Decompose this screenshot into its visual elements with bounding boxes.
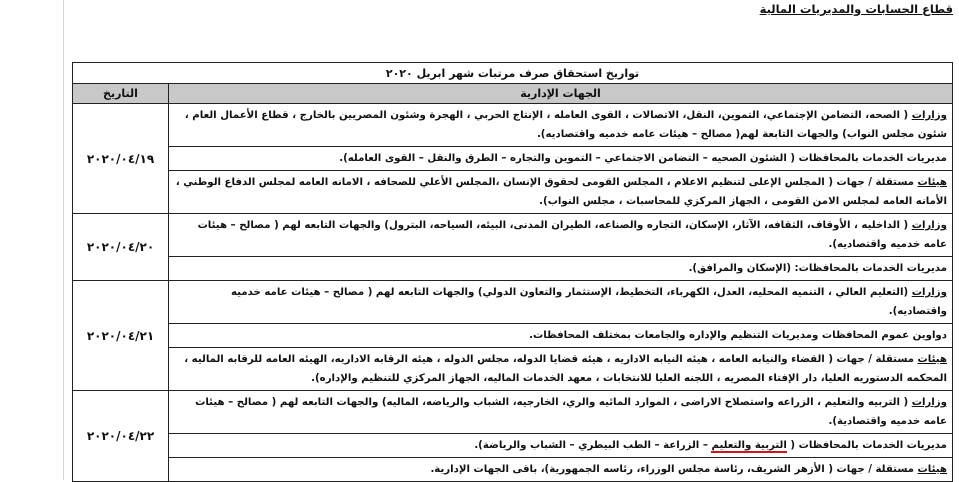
table-header-row	[73, 84, 953, 104]
salary-schedule-table	[72, 62, 953, 482]
table-row	[73, 104, 953, 147]
table-row	[73, 434, 953, 458]
table-row	[73, 281, 953, 324]
table-row	[73, 214, 953, 257]
sector-title: قطاع الحسابات والمديريات المالية	[759, 2, 953, 16]
entity-cell	[169, 434, 953, 458]
entity-type-label: وزارات	[911, 397, 947, 408]
entities-header: الجهات الإدارية	[169, 84, 953, 104]
entity-type-label: هيئات	[917, 177, 947, 188]
entity-text: (التعليم العالي ، التنميه المحليه، العدل، الكهرباء، التخطيط، الإستثمار والتعاون الدولي) والجهات التابعه لهم ( مصالح – هيئات عامه خدميه واقتصاديه).	[230, 287, 947, 317]
payment-date-cell: ٢٠٢٠/٠٤/١٩	[73, 104, 169, 214]
entity-type-label: وزارات	[911, 220, 947, 231]
table-row	[73, 348, 953, 391]
entity-text: ( الداخليه ، الأوقاف، الثقافه، الآثار، الإسكان، التجاره والصناعه، الطيران المدنى، البيئه، السياحه، البترول) والجهات التابعه لهم ( مصالح – هيئات عامه خدميه واقتصاديه).	[197, 220, 947, 250]
entity-text: دواوين عموم المحافظات ومديريات التنظيم والإداره والجامعات بمختلف المحافظات.	[529, 330, 947, 341]
payment-date-cell: ٢٠٢٠/٠٤/٢٢	[73, 391, 169, 482]
entity-type-label: هيئات	[917, 464, 947, 475]
entity-cell	[169, 458, 953, 482]
table-title: تواريخ استحقاق صرف مرتبات شهر ابريل ٢٠٢٠	[73, 63, 953, 84]
entity-text: ( التربيه والتعليم ، الزراعه واستصلاح الاراضى ، الموارد المائيه والري، الخارجيه، الشباب والرياضه، الماليه) والجهات التابعه لهم ( مصالح – هيئات عامه خدميه واقتصادية).	[195, 397, 947, 427]
entity-cell	[169, 324, 953, 348]
entity-text: مستقلة / جهات ( المجلس الإعلى لتنظيم الاعلام ، المجلس القومى لحقوق الإنسان ،المجلس الأعلي للصحافه ، الامانه العامه لمجلس الدفاع الوطني ، الأمانه العامه لمجلس الامن القومى ، الجهاز المركزي للمحاسبات ، مجلس النواب).	[175, 177, 947, 207]
table-row	[73, 257, 953, 281]
entity-cell	[169, 348, 953, 391]
entity-type-label: وزارات	[911, 110, 947, 121]
table-title-row	[73, 63, 953, 84]
entity-text: مديريات الخدمات بالمحافظات (	[786, 440, 947, 451]
table-row	[73, 171, 953, 214]
payment-date-cell: ٢٠٢٠/٠٤/٢٠	[73, 214, 169, 281]
table-row	[73, 324, 953, 348]
page-edge-line	[63, 0, 64, 480]
entity-cell	[169, 281, 953, 324]
entity-cell	[169, 147, 953, 171]
payment-date-cell: ٢٠٢٠/٠٤/٢١	[73, 281, 169, 391]
table-row	[73, 391, 953, 434]
entity-type-label: هيئات	[917, 354, 947, 365]
entity-text: مديريات الخدمات بالمحافظات: (الإسكان والمرافق).	[688, 263, 947, 274]
entity-cell	[169, 171, 953, 214]
entity-text: مستقلة / جهات ( الأزهر الشريف، رئاسة مجلس الوزراء، رئاسه الجمهورية)، باقى الجهات الإدارية.	[430, 464, 918, 475]
entity-text: مستقلة / جهات ( القضاء والنيابه العامه ، هيئه النيابه الاداريه ، هيئه قضايا الدوله، مجلس الدوله ، هيئه الرقابه الاداريه، الهيئه العامه للرقابه الماليه ، المحكمه الدستوريه العليا، دار الإفتاء المصريه ، اللجنه العليا للانتخابات ، معهد الخدمات الماليه، الجهاز المركزي للتنظيم والإداره).	[184, 354, 947, 384]
entity-text-after: – الزراعة – الطب البيطري – الشباب والرياضة).	[474, 440, 712, 451]
table-row	[73, 147, 953, 171]
entity-type-label: وزارات	[911, 287, 947, 298]
entity-cell	[169, 104, 953, 147]
entity-text: ( الصحه، التضامن الإجتماعي، التموين، النقل، الاتصالات ، القوى العامله ، الإنتاج الحربي ، الهجرة وشئون المصريين بالخارج ، قطاع الأعمال العام ، شئون مجلس النواب) والجهات التابعة لهم( مصالح – هيئات عامه خدميه واقتصاديه).	[184, 110, 947, 140]
entity-cell	[169, 257, 953, 281]
entity-text: مديريات الخدمات بالمحافظات ( الشئون الصحيه – التضامن الاجتماعي – التموين والتجاره – الطرق والنقل – القوى العامله).	[339, 153, 947, 164]
date-header: التاريخ	[73, 84, 169, 104]
table-row	[73, 458, 953, 482]
entity-cell	[169, 391, 953, 434]
entity-cell	[169, 214, 953, 257]
highlighted-entity: التربية والتعليم	[711, 440, 787, 451]
